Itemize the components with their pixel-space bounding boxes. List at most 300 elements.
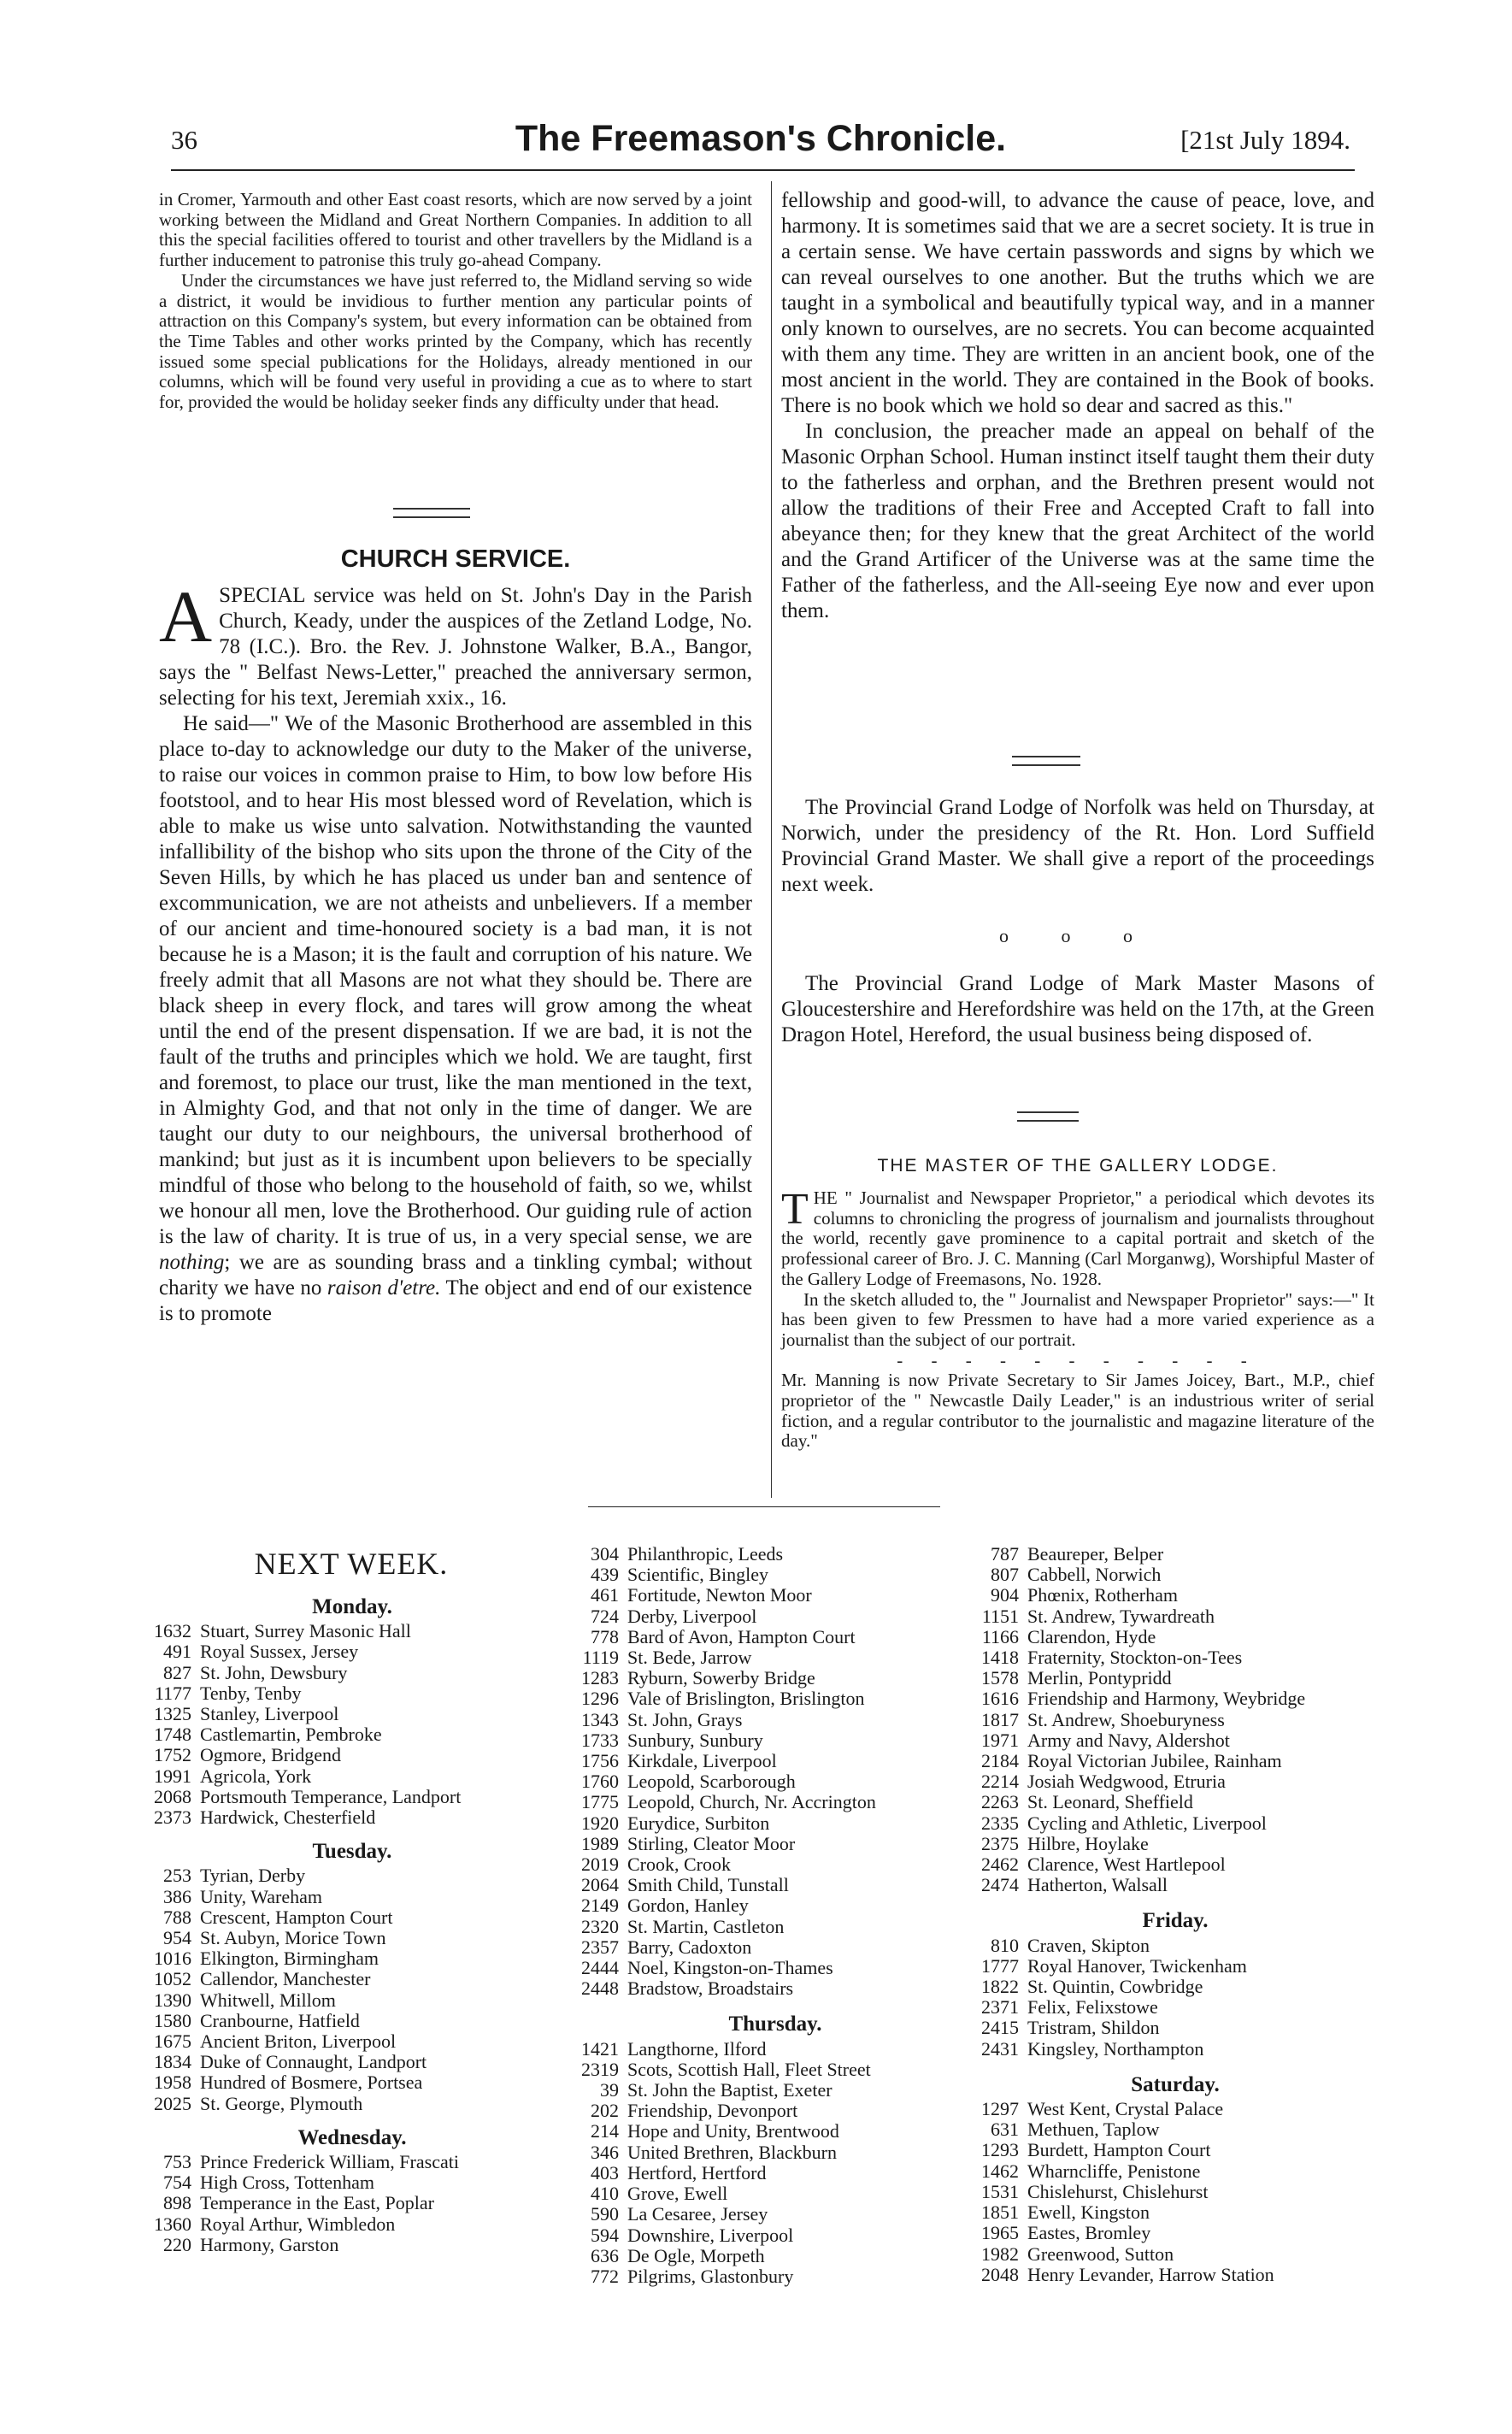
lodge-entry <box>147 1907 557 1928</box>
lodge-entry <box>574 1565 976 1585</box>
lodge-number: 1166 <box>981 1625 1019 1647</box>
lodge-entry <box>147 2152 557 2172</box>
lodge-number: 2320 <box>581 1915 619 1937</box>
lodge-name: St. Quintin, Cowbridge <box>1027 1976 1203 1998</box>
lodge-name: Gordon, Hanley <box>627 1895 749 1917</box>
lodge-name: Portsmouth Temperance, Landport <box>200 1785 462 1807</box>
day-heading-friday: Friday. <box>1142 1909 1209 1933</box>
lodge-number: 2149 <box>581 1895 619 1917</box>
masthead-title: The Freemason's Chronicle. <box>515 118 1007 159</box>
lodge-name: High Cross, Tottenham <box>200 2172 374 2194</box>
lodge-entry <box>974 1751 1376 1771</box>
lodge-entry <box>147 2072 557 2093</box>
lodge-entry <box>147 1865 557 1886</box>
lodge-name: Stuart, Surrey Masonic Hall <box>200 1620 411 1642</box>
lodge-name: Tristram, Shildon <box>1027 2017 1160 2039</box>
lodge-entry <box>147 1724 557 1745</box>
section-divider <box>1017 1111 1079 1122</box>
lodge-number: 1052 <box>154 1968 191 1990</box>
ellipsis-dots: - - - - - - - - - - - <box>897 1349 1259 1370</box>
lodge-name: Ogmore, Bridgend <box>200 1744 341 1766</box>
lodge-number: 1971 <box>981 1729 1019 1751</box>
italic-word: nothing <box>159 1251 225 1274</box>
lodge-name: Royal Sussex, Jersey <box>200 1641 359 1663</box>
lodge-number: 1418 <box>981 1647 1019 1669</box>
lodge-entry <box>974 1647 1376 1668</box>
lodge-entry <box>974 1956 1376 1977</box>
lodge-number: 1632 <box>154 1620 191 1642</box>
italic-phrase: raison d'etre. <box>327 1276 441 1300</box>
lodge-number: 1531 <box>981 2180 1019 2202</box>
lodge-name: Vale of Brislington, Brislington <box>627 1688 865 1710</box>
lodge-name: Hertford, Hertford <box>627 2161 767 2184</box>
lodge-entry <box>574 2246 976 2266</box>
lodge-entry <box>574 1647 976 1668</box>
lodge-number: 2263 <box>981 1791 1019 1813</box>
gallery-lodge-heading: THE MASTER OF THE GALLERY LODGE. <box>877 1156 1279 1176</box>
lodge-name: Sunbury, Sunbury <box>627 1729 763 1751</box>
lodge-entry <box>147 1683 557 1704</box>
lodge-name: Bard of Avon, Hampton Court <box>627 1625 856 1647</box>
lodge-name: Eurydice, Surbiton <box>627 1812 770 1834</box>
lodge-name: St. John, Grays <box>627 1708 743 1730</box>
thursday-list <box>574 2039 976 2287</box>
lodge-entry <box>974 2039 1376 2060</box>
lodge-name: Fortitude, Newton Moor <box>627 1584 812 1606</box>
lodge-number: 904 <box>991 1584 1019 1606</box>
next-week-column-1 <box>147 1597 557 2255</box>
lodge-number: 1822 <box>981 1976 1019 1998</box>
lodge-name: Callendor, Manchester <box>200 1968 371 1990</box>
lodge-name: La Cesaree, Jersey <box>627 2203 768 2225</box>
next-week-column-2 <box>574 1544 976 2287</box>
lodge-name: Eastes, Bromley <box>1027 2222 1151 2244</box>
lodge-entry <box>147 1990 557 2011</box>
lodge-entry <box>574 2184 976 2204</box>
lodge-number: 594 <box>591 2224 619 2246</box>
lodge-name: Kirkdale, Liverpool <box>627 1750 777 1772</box>
lodge-number: 1421 <box>581 2037 619 2060</box>
lodge-name: Ryburn, Sowerby Bridge <box>627 1667 815 1689</box>
lodge-number: 2448 <box>581 1977 619 2000</box>
lodge-name: Phœnix, Rotherham <box>1027 1584 1178 1606</box>
lodge-name: Prince Frederick William, Frascati <box>200 2151 459 2173</box>
lodge-entry <box>974 1936 1376 1956</box>
lodge-name: Downshire, Liverpool <box>627 2224 794 2246</box>
lodge-number: 202 <box>591 2100 619 2122</box>
lodge-number: 772 <box>591 2265 619 2287</box>
norfolk-notice <box>781 795 1374 898</box>
lodge-number: 1578 <box>981 1667 1019 1689</box>
lodge-entry <box>574 1917 976 1937</box>
lodge-number: 2462 <box>981 1853 1019 1876</box>
lodge-entry <box>974 2161 1376 2182</box>
lodge-name: Leopold, Church, Nr. Accrington <box>627 1791 876 1813</box>
lodge-name: Harmony, Garston <box>200 2233 339 2255</box>
lodge-entry <box>147 2235 557 2255</box>
lodge-number: 1958 <box>154 2072 191 2094</box>
lodge-name: Greenwood, Sutton <box>1027 2242 1174 2265</box>
church-service-continuation <box>781 188 1374 624</box>
lodge-number: 1991 <box>154 1765 191 1787</box>
lodge-name: Hatherton, Walsall <box>1027 1874 1168 1896</box>
lodge-number: 1834 <box>154 2051 191 2073</box>
lodge-name: Noel, Kingston-on-Thames <box>627 1957 833 1979</box>
lodge-number: 1296 <box>581 1688 619 1710</box>
lodge-entry <box>574 1958 976 1978</box>
ornament: o o o <box>999 925 1156 946</box>
lodge-number: 810 <box>991 1934 1019 1956</box>
lodge-number: 410 <box>591 2183 619 2205</box>
lodge-entry <box>574 1606 976 1627</box>
lodge-name: Whitwell, Millom <box>200 1989 336 2011</box>
lodge-name: Burdett, Hampton Court <box>1027 2139 1211 2161</box>
lodge-entry <box>574 2060 976 2080</box>
lodge-name: Beaureper, Belper <box>1027 1543 1164 1565</box>
lodge-name: St. Bede, Jarrow <box>627 1647 752 1669</box>
lodge-entry <box>974 1565 1376 1585</box>
lodge-name: Fraternity, Stockton-on-Tees <box>1027 1647 1243 1669</box>
lodge-number: 1965 <box>981 2222 1019 2244</box>
lodge-number: 2335 <box>981 1812 1019 1834</box>
lodge-entry <box>974 2202 1376 2223</box>
tuesday-list <box>147 1865 557 2113</box>
lodge-entry <box>974 1688 1376 1709</box>
lodge-number: 2371 <box>981 1996 1019 2019</box>
lodge-entry <box>974 1627 1376 1647</box>
lodge-name: Langthorne, Ilford <box>627 2037 767 2060</box>
lodge-name: Stanley, Liverpool <box>200 1703 339 1725</box>
lodge-number: 1777 <box>981 1954 1019 1977</box>
lodge-name: St. Martin, Castleton <box>627 1915 785 1937</box>
lodge-entry <box>147 2214 557 2235</box>
lodge-number: 1151 <box>981 1605 1019 1627</box>
lodge-entry <box>147 1787 557 1807</box>
lodge-name: Philanthropic, Leeds <box>627 1543 784 1565</box>
day-heading-thursday: Thursday. <box>728 2013 822 2036</box>
day-heading-tuesday: Tuesday. <box>312 1840 392 1864</box>
lodge-number: 954 <box>163 1927 191 1949</box>
lodge-number: 1675 <box>154 2030 191 2053</box>
lodge-entry <box>974 1813 1376 1834</box>
lodge-name: Ewell, Kingston <box>1027 2201 1150 2224</box>
page-number: 36 <box>171 125 197 155</box>
issue-date: [21st July 1894. <box>1180 125 1350 155</box>
lodge-number: 787 <box>991 1543 1019 1565</box>
lodge-number: 1343 <box>581 1708 619 1730</box>
lodge-number: 253 <box>163 1865 191 1887</box>
lodge-name: Chislehurst, Chislehurst <box>1027 2180 1209 2202</box>
lodge-number: 2431 <box>981 2037 1019 2060</box>
lodge-number: 1016 <box>154 1948 191 1970</box>
lodge-entry <box>574 2266 976 2287</box>
lodge-number: 1733 <box>581 1729 619 1751</box>
gallery-lodge-article <box>781 1185 1374 1452</box>
lodge-entry <box>974 1585 1376 1606</box>
lodge-name: Royal Victorian Jubilee, Rainham <box>1027 1750 1282 1772</box>
lodge-number: 1760 <box>581 1771 619 1793</box>
lodge-number: 386 <box>163 1885 191 1907</box>
lodge-entry <box>147 1641 557 1662</box>
lodge-name: Pilgrims, Glastonbury <box>627 2265 794 2287</box>
lodge-number: 1920 <box>581 1812 619 1834</box>
column-divider <box>771 181 772 1498</box>
lodge-entry <box>574 2101 976 2121</box>
lodge-name: Scientific, Bingley <box>627 1564 768 1586</box>
lodge-number: 2048 <box>981 2263 1019 2285</box>
lodge-entry <box>974 2099 1376 2119</box>
lodge-name: Cycling and Athletic, Liverpool <box>1027 1812 1267 1834</box>
lodge-name: Friendship and Harmony, Weybridge <box>1027 1688 1306 1710</box>
lodge-number: 1616 <box>981 1688 1019 1710</box>
lodge-number: 788 <box>163 1906 191 1928</box>
lodge-number: 304 <box>591 1543 619 1565</box>
lodge-number: 214 <box>591 2120 619 2142</box>
lodge-entry <box>574 1813 976 1834</box>
friday-list <box>974 1936 1376 2060</box>
lodge-entry <box>147 2011 557 2031</box>
lodge-entry <box>574 1585 976 1606</box>
lodge-name: Felix, Felixstowe <box>1027 1996 1158 2019</box>
lodge-name: West Kent, Crystal Palace <box>1027 2098 1224 2120</box>
lodge-name: Bradstow, Broadstairs <box>627 1977 794 2000</box>
lodge-entry <box>574 2225 976 2246</box>
lodge-name: Army and Navy, Aldershot <box>1027 1729 1230 1751</box>
lodge-name: Temperance in the East, Poplar <box>200 2192 434 2214</box>
wednesday-list <box>147 2152 557 2255</box>
lodge-number: 403 <box>591 2161 619 2184</box>
lodge-entry <box>147 1745 557 1765</box>
lodge-name: Kingsley, Northampton <box>1027 2037 1204 2060</box>
lodge-name: Henry Levander, Harrow Station <box>1027 2263 1274 2285</box>
lodge-number: 754 <box>163 2172 191 2194</box>
lodge-entry <box>974 1771 1376 1792</box>
church-service-heading: CHURCH SERVICE. <box>340 545 571 573</box>
paragraph: HE " Journalist and Newspaper Proprietor," a periodical which devotes its columns to chronicling the progress of journalism and journalists throughout the world, recently gave prominence to a capital portrait and sketch of the professional career of Bro. J. C. Manning (Carl Morganwg), Worshipful Master of the Gallery Lodge of Freemasons, No. 1928. <box>781 1188 1374 1289</box>
lodge-entry <box>574 1792 976 1812</box>
lodge-number: 2415 <box>981 2017 1019 2039</box>
lodge-entry <box>147 1948 557 1969</box>
lodge-name: St. John the Baptist, Exeter <box>627 2079 832 2101</box>
church-service-article <box>159 575 752 1327</box>
paragraph: Mr. Manning is now Private Secretary to Sir James Joicey, Bart., M.P., chief proprietor of the " Newcastle Daily Leader," is an industrious writer of serial fiction, and a regular contributor to the journalistic and magazine literature of the day." <box>781 1370 1374 1452</box>
lodge-number: 1775 <box>581 1791 619 1813</box>
lodge-entry <box>147 1928 557 1948</box>
lodge-number: 1462 <box>981 2160 1019 2182</box>
lodge-number: 590 <box>591 2203 619 2225</box>
lodge-entry <box>574 1730 976 1751</box>
paragraph: He said—" We of the Masonic Brotherhood are assembled in this place to-day to acknowledge our duty to the Maker of the universe, to raise our voices in common praise to Him, to bow low before His footstool, and to hear His most blessed word of Revelation, which is able to make us wise unto salvation. Notwithstanding the vaunted infallibility of the bishop who sits upon the throne of the City of the Seven Hills, by which he has placed us under ban and sentence of excommunication, we are not atheists and unbelievers. If a member of our ancient and time-honoured society is a bad man, it is not because he is a Mason; it is the fault and corruption of his nature. We freely admit that all Masons are not what they should be. There are black sheep in every flock, and tares will grow among the wheat until the end of the present dispensation. If we are bad, it is not the fault of the truths and principles which we hold. We are taught, first and foremost, to place our trust, like the man mentioned in the text, in Almighty God, and that not only in the time of danger. We are taught our duty to our neighbours, the universal brotherhood of mankind; but just as it is incumbent upon believers to be specially mindful of those who belong to the household of faith, so we, whilst we honour all men, love the Brotherhood. Our guiding rule of action is the law of charity. It is true of us, in a very special sense, we are <box>159 712 752 1248</box>
lodge-entry <box>147 2193 557 2213</box>
paragraph: The Provincial Grand Lodge of Mark Master Masons of Gloucestershire and Herefordshire was held on the 17th, at the Green Dragon Hotel, Hereford, the usual business being disposed of. <box>781 972 1374 1046</box>
header-rule <box>171 169 1355 171</box>
lodge-entry <box>574 1688 976 1709</box>
lodge-name: Clarendon, Hyde <box>1027 1625 1156 1647</box>
lodge-name: Ancient Briton, Liverpool <box>200 2030 397 2053</box>
lodge-entry <box>147 1766 557 1787</box>
paragraph: fellowship and good-will, to advance the cause of peace, love, and harmony. It is sometimes said that we are a secret society. It is true in a certain sense. We have certain passwords and signs by which we can reveal ourselves to one another. But the truths which we are taught in a symbolical and beautifully typical way, and in a manner only known to ourselves, are no secrets. You can become acquainted with them any time. They are written in an ancient book, one of the most ancient in the world. They are contained in the Book of books. There is no book which we hold so dear and sacred as this." <box>781 189 1374 417</box>
lodge-name: Leopold, Scarborough <box>627 1771 796 1793</box>
lodge-number: 491 <box>163 1641 191 1663</box>
lodge-name: Barry, Cadoxton <box>627 1936 752 1958</box>
lodge-name: Stirling, Cleator Moor <box>627 1832 796 1854</box>
lodge-number: 1360 <box>154 2213 191 2235</box>
lodge-number: 2025 <box>154 2092 191 2114</box>
lodge-entry <box>147 2052 557 2072</box>
lodge-entry <box>574 2204 976 2225</box>
lodge-entry <box>147 1621 557 1641</box>
lodge-name: Josiah Wedgwood, Etruria <box>1027 1771 1226 1793</box>
lodge-name: Derby, Liverpool <box>627 1605 757 1627</box>
lodge-number: 2184 <box>981 1750 1019 1772</box>
lodge-name: Grove, Ewell <box>627 2183 728 2205</box>
lodge-entry <box>574 1668 976 1688</box>
lodge-entry <box>574 1875 976 1895</box>
lodge-entry <box>574 1895 976 1916</box>
lodge-number: 2373 <box>154 1806 191 1829</box>
lodge-entry <box>974 1875 1376 1895</box>
thursday-list-continued <box>974 1544 1376 1895</box>
section-divider <box>393 508 470 518</box>
lodge-name: Cranbourne, Hatfield <box>200 2009 360 2031</box>
lodge-number: 1989 <box>581 1832 619 1854</box>
lodge-number: 1752 <box>154 1744 191 1766</box>
lodge-entry <box>147 1887 557 1907</box>
paragraph-cont: ; we are as sounding brass and a tinkling cymbal; without charity we have no <box>159 1251 752 1300</box>
lodge-number: 346 <box>591 2141 619 2163</box>
lodge-number: 2444 <box>581 1957 619 1979</box>
lodge-number: 636 <box>591 2244 619 2266</box>
lodge-number: 898 <box>163 2192 191 2214</box>
lodge-number: 1283 <box>581 1667 619 1689</box>
lodge-number: 2019 <box>581 1853 619 1876</box>
lodge-entry <box>974 1792 1376 1812</box>
lodge-number: 1297 <box>981 2098 1019 2120</box>
paragraph: In conclusion, the preacher made an appeal on behalf of the Masonic Orphan School. Human instinct itself taught them their duty to the fatherless and orphan, and the Brethren present would not allow the traditions of their Free and Accepted Craft to fall into abeyance then; for they knew that the great Architect of the world and the Grand Artificer of the Universe was at the same time the Father of the fatherless, and the All-seeing Eye now and ever upon them. <box>781 420 1374 622</box>
lodge-entry <box>974 2140 1376 2160</box>
lodge-entry <box>574 1771 976 1792</box>
lodge-number: 827 <box>163 1661 191 1683</box>
lodge-number: 1756 <box>581 1750 619 1772</box>
lodge-name: De Ogle, Morpeth <box>627 2244 765 2266</box>
lodge-entry <box>974 1997 1376 2018</box>
lodge-name: Wharncliffe, Penistone <box>1027 2160 1201 2182</box>
day-heading-saturday: Saturday. <box>1131 2072 1220 2096</box>
lodge-entry <box>974 1730 1376 1751</box>
day-heading-monday: Monday. <box>312 1595 392 1618</box>
lodge-number: 220 <box>163 2233 191 2255</box>
lodge-entry <box>147 1969 557 1989</box>
saturday-list <box>974 2099 1376 2285</box>
lodge-entry <box>574 1544 976 1565</box>
lodge-entry <box>974 1854 1376 1875</box>
lodge-number: 39 <box>600 2079 619 2101</box>
lodge-number: 1580 <box>154 2009 191 2031</box>
lodge-entry <box>974 1710 1376 1730</box>
lodge-name: Smith Child, Tunstall <box>627 1874 789 1896</box>
lodge-entry <box>147 1807 557 1828</box>
lodge-entry <box>974 1977 1376 1997</box>
lodge-name: Tenby, Tenby <box>200 1682 302 1704</box>
lodge-entry <box>574 1751 976 1771</box>
lodge-number: 1851 <box>981 2201 1019 2224</box>
lodge-name: Hardwick, Chesterfield <box>200 1806 376 1829</box>
left-top-article <box>159 190 752 413</box>
lodge-entry <box>574 1710 976 1730</box>
lodge-name: St. Aubyn, Morice Town <box>200 1927 386 1949</box>
lodge-name: Clarence, West Hartlepool <box>1027 1853 1226 1876</box>
next-week-column-3 <box>974 1544 1376 2285</box>
lodge-entry <box>974 2018 1376 2038</box>
lodge-name: Royal Hanover, Twickenham <box>1027 1954 1247 1977</box>
lodge-entry <box>974 2265 1376 2285</box>
lodge-name: Friendship, Devonport <box>627 2100 798 2122</box>
lodge-number: 631 <box>991 2119 1019 2141</box>
lodge-entry <box>574 2142 976 2163</box>
lodge-entry <box>974 2182 1376 2202</box>
monday-list <box>147 1621 557 1828</box>
lodge-entry <box>974 2223 1376 2243</box>
lodge-entry <box>974 1606 1376 1627</box>
lodge-entry <box>974 1834 1376 1854</box>
lodge-name: Methuen, Taplow <box>1027 2119 1160 2141</box>
lodge-entry <box>574 2039 976 2060</box>
next-week-heading: NEXT WEEK. <box>254 1547 449 1581</box>
lodge-entry <box>974 2119 1376 2140</box>
lodge-number: 1177 <box>154 1682 191 1704</box>
lodge-entry <box>574 1854 976 1875</box>
lodge-entry <box>574 1627 976 1647</box>
lodge-name: St. John, Dewsbury <box>200 1661 348 1683</box>
lodge-name: Hope and Unity, Brentwood <box>627 2120 839 2142</box>
lodge-entry <box>147 1663 557 1683</box>
lodge-name: Scots, Scottish Hall, Fleet Street <box>627 2058 871 2080</box>
page-header <box>171 118 1350 162</box>
lodge-name: Elkington, Birmingham <box>200 1948 379 1970</box>
lodge-number: 2474 <box>981 1874 1019 1896</box>
lodge-number: 2214 <box>981 1771 1019 1793</box>
lodge-entry <box>974 1544 1376 1565</box>
lodge-entry <box>574 1937 976 1958</box>
lodge-number: 1293 <box>981 2139 1019 2161</box>
lodge-number: 439 <box>591 1564 619 1586</box>
lodge-name: United Brethren, Blackburn <box>627 2141 837 2163</box>
lodge-entry <box>147 2172 557 2193</box>
lodge-name: St. George, Plymouth <box>200 2092 363 2114</box>
wednesday-list-continued <box>574 1544 976 1999</box>
paragraph: Under the circumstances we have just referred to, the Midland serving so wide a district, it would be invidious to further mention any particular points of attraction on this Company's system, but every information can be obtained from the Time Tables and other works printed by the Company, which has recently issued some special publications for the Holidays, already mentioned in our columns, which will be found very useful in providing a cue as to where to start for, provided the would be holiday seeker finds any difficulty under that head. <box>159 269 752 413</box>
lodge-number: 2319 <box>581 2058 619 2080</box>
lodge-name: Cabbell, Norwich <box>1027 1564 1162 1586</box>
lodge-name: Duke of Connaught, Landport <box>200 2051 427 2073</box>
lodge-number: 807 <box>991 1564 1019 1586</box>
drop-cap: A <box>159 575 213 657</box>
lodge-name: Unity, Wareham <box>200 1885 323 1907</box>
paragraph: SPECIAL service was held on St. John's Day in the Parish Church, Keady, under the auspices of the Zetland Lodge, No. 78 (I.C.). Bro. the Rev. J. Johnstone Walker, B.A., Bangor, says the " Belfast News-Letter," preached the anniversary sermon, selecting for his text, Jeremiah xxix., 16. <box>159 584 752 710</box>
lodge-name: Crescent, Hampton Court <box>200 1906 393 1928</box>
lodge-number: 1817 <box>981 1708 1019 1730</box>
lodge-name: Agricola, York <box>200 1765 312 1787</box>
lodge-number: 753 <box>163 2151 191 2173</box>
lodge-number: 2375 <box>981 1832 1019 1854</box>
lodge-name: St. Andrew, Tywardreath <box>1027 1605 1215 1627</box>
lodge-name: Hilbre, Hoylake <box>1027 1832 1149 1854</box>
lodge-number: 461 <box>591 1584 619 1606</box>
lodge-number: 1119 <box>582 1647 619 1669</box>
lodge-number: 724 <box>591 1605 619 1627</box>
section-divider <box>1012 756 1080 766</box>
lodge-entry <box>147 1704 557 1724</box>
